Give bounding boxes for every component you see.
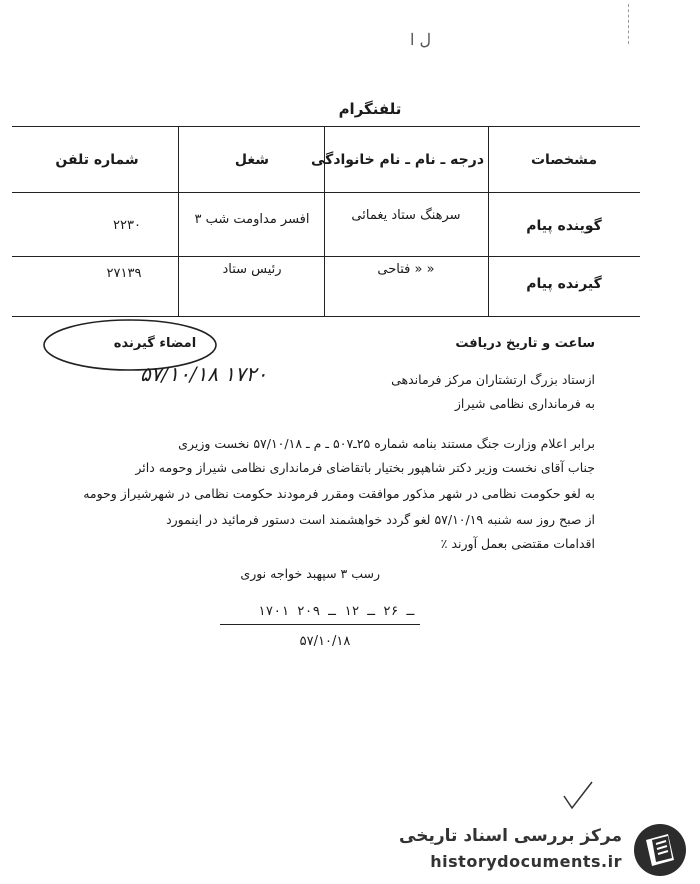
header-phone: شماره تلفن [55,152,139,168]
receipt-title: ساعت و تاریخ دریافت [455,336,595,351]
header-specs: مشخصات [530,152,598,168]
archive-logo-icon [630,820,690,880]
table-header-border [12,192,640,193]
signer-name: رسب ۳ سپهبد خواجه نوری [240,566,380,581]
body-line: به فرمانداری نظامی شیراز [454,396,595,411]
row-receiver-phone: ۲۷۱۳۹ [106,266,142,281]
header-job: شغل [234,152,270,168]
document-title: تلفنگرام [338,100,402,118]
row-label-sender: گوینده پیام [526,218,602,234]
row-sender-phone: ۲۲۳۰ [113,218,141,233]
body-line: از صبح روز سه شنبه ۵۷/۱۰/۱۹ لغو گردد خواهشمند است دستور فرمائید در اینمورد [166,512,595,527]
body-line: جناب آقای نخست وزیر دکتر شاهپور بختیار باتقاضای فرمانداری نظامی شیراز وحومه دائر [135,460,595,475]
row-sender-job: افسر مداومت شب ۳ [194,212,310,227]
body-line: ازستاد بزرگ ارتشتاران مرکز فرماندهی [391,372,595,387]
table-top-border [12,126,640,127]
table-row-border [12,256,640,257]
table-divider [488,126,489,316]
body-line: به لغو حکومت نظامی در شهر مذکور موافقت ومقرر فرمودند حکومت نظامی در شهرشیراز وحومه [83,486,595,501]
archive-url: historydocuments.ir [430,852,622,871]
reference-number: ۱۷۰۱ ـ ۲۶ ـ ۱۲ ـ ۲۰۹ [257,604,415,619]
page-mark: ل ا [410,30,432,49]
edge-mark [628,4,630,44]
header-rank-name: درجه ـ نام ـ نام خانوادگی [311,152,484,168]
table-divider [178,126,179,316]
row-sender-rank-name: سرهنگ ستاد یغمائی [351,208,461,223]
row-label-receiver: گیرنده پیام [526,276,602,292]
archive-name: مرکز بررسی اسناد تاریخی [399,826,622,846]
receiver-signature-label: امضاء گیرنده [113,336,197,351]
handwritten-receipt-date: ۵۷/۱۰/۱۸ ۱۷۲۰ [140,362,268,386]
row-receiver-job: رئیس ستاد [222,262,282,277]
row-receiver-rank-name: « « فتاحی [377,262,435,277]
reference-underline [220,624,420,625]
checkmark-icon [560,778,596,814]
body-line: برابر اعلام وزارت جنگ مستند بنامه شماره ۲۵ـ۵۰۷ ـ م ـ ۵۷/۱۰/۱۸ نخست وزیری [178,436,595,451]
reference-date: ۵۷/۱۰/۱۸ [299,634,351,649]
body-line: اقدامات مقتضی بعمل آورند ٪ [440,536,595,551]
